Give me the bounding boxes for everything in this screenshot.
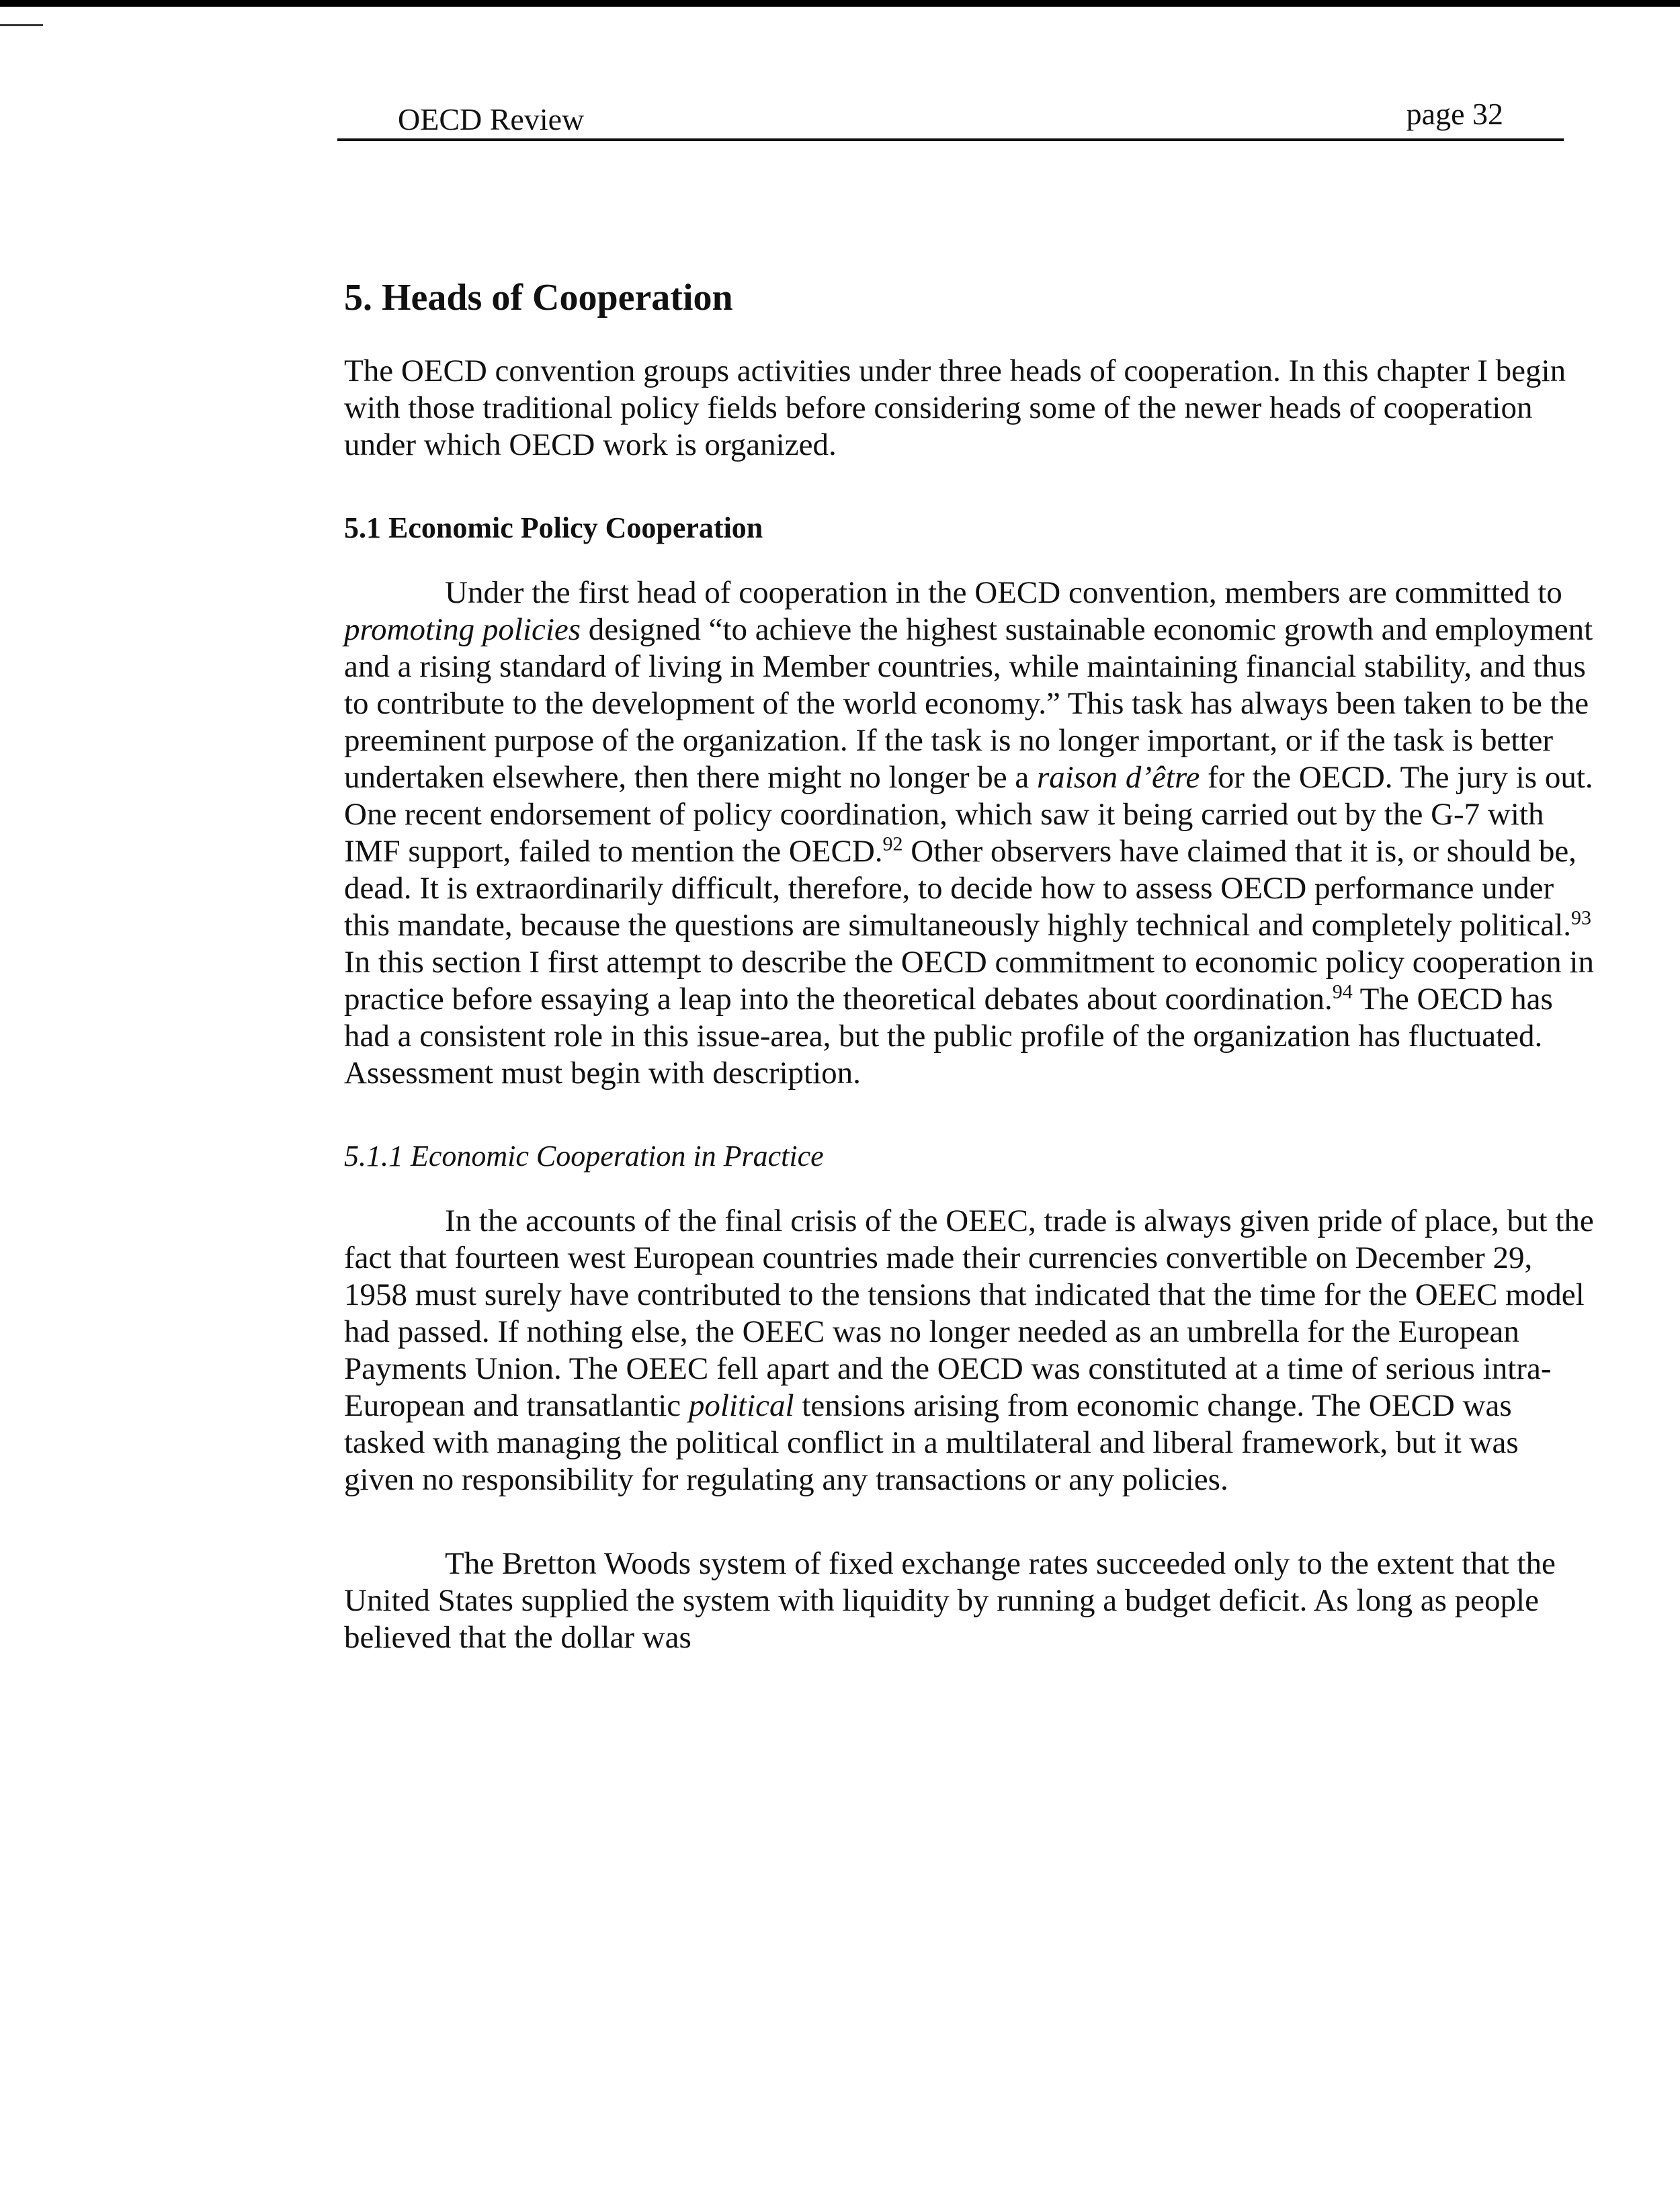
text-run: In the accounts of the final crisis of the OEEC, trade is always given pride of place, but the fact that fourteen west European countries made their currencies convertible on December 29, 1958 must surely have contributed to the tensions that indicated that the time for the OEEC model had passed. If nothing else, the OEEC was no longer needed as an umbrella for the European Payments Union. The OEEC fell apart and the OECD was constituted at a time of serious intra-European and transatlantic <box>344 1203 1594 1423</box>
emphasis-text: promoting policies <box>344 611 581 647</box>
scan-edge-mark <box>0 24 43 26</box>
footnote-ref-93[interactable]: 93 <box>1570 906 1591 929</box>
running-header <box>337 97 1564 141</box>
text-run: tensions arising from economic change. The OECD was tasked with managing the political conflict in a multilateral and liberal framework, but it was given no responsibility for regulating any transactions or any policies. <box>344 1388 1519 1497</box>
footnote-ref-94[interactable]: 94 <box>1332 980 1353 1003</box>
subsection-heading: 5.1 Economic Policy Cooperation <box>344 511 763 545</box>
emphasis-text: raison d’être <box>1037 759 1200 795</box>
scan-top-edge <box>0 0 1680 7</box>
header-title: OECD Review <box>398 102 585 136</box>
subsubsection-heading: 5.1.1 Economic Cooperation in Practice <box>344 1139 824 1173</box>
bretton-woods-paragraph: The Bretton Woods system of fixed exchange rates succeeded only to the extent that the United States supplied the system with liquidity by running a budget deficit. As long as people believed that the dollar was <box>344 1545 1556 1655</box>
text-run: In this section I first attempt to describe the OECD commitment to economic policy cooperation in practice before essaying a leap into the theoretical debates about coordination. <box>344 944 1594 1017</box>
economic-practice-paragraph <box>344 1203 1594 1498</box>
text-run: designed “to achieve the highest sustainable economic growth and employment and a rising standard of living in Member countries, while maintaining financial stability, and thus to contribute to the development of the world economy.” This task has always been taken to be the preeminent purpose of the organization. If the task is no longer important, or if the task is better undertaken elsewhere, then there might no longer be a <box>344 611 1593 795</box>
text-run: for the OECD. The jury is out. One recent endorsement of policy coordination, which saw it being carried out by the G-7 with IMF support, failed to mention the OECD. <box>344 759 1593 869</box>
text-run: Other observers have claimed that it is, or should be, dead. It is extraordinarily difficult, therefore, to decide how to assess OECD performance under this mandate, because the questions are simultaneously highly technical and completely political. <box>344 833 1577 943</box>
page-body <box>344 275 1594 1703</box>
text-run: The OECD has had a consistent role in this issue-area, but the public profile of the organization has fluctuated. Assessment must begin with description. <box>344 981 1553 1091</box>
emphasis-text: political <box>688 1388 794 1423</box>
footnote-ref-92[interactable]: 92 <box>882 833 903 855</box>
section-intro-paragraph: The OECD convention groups activities under three heads of cooperation. In this chapter I begin with those traditional policy fields before considering some of the newer heads of cooperation under which OECD work is organized. <box>344 353 1566 463</box>
economic-policy-paragraph <box>344 575 1594 1092</box>
text-run: Under the first head of cooperation in the OECD convention, members are committed to <box>445 575 1562 610</box>
section-heading: 5. Heads of Cooperation <box>344 277 733 318</box>
page-number: page 32 <box>1406 97 1503 131</box>
